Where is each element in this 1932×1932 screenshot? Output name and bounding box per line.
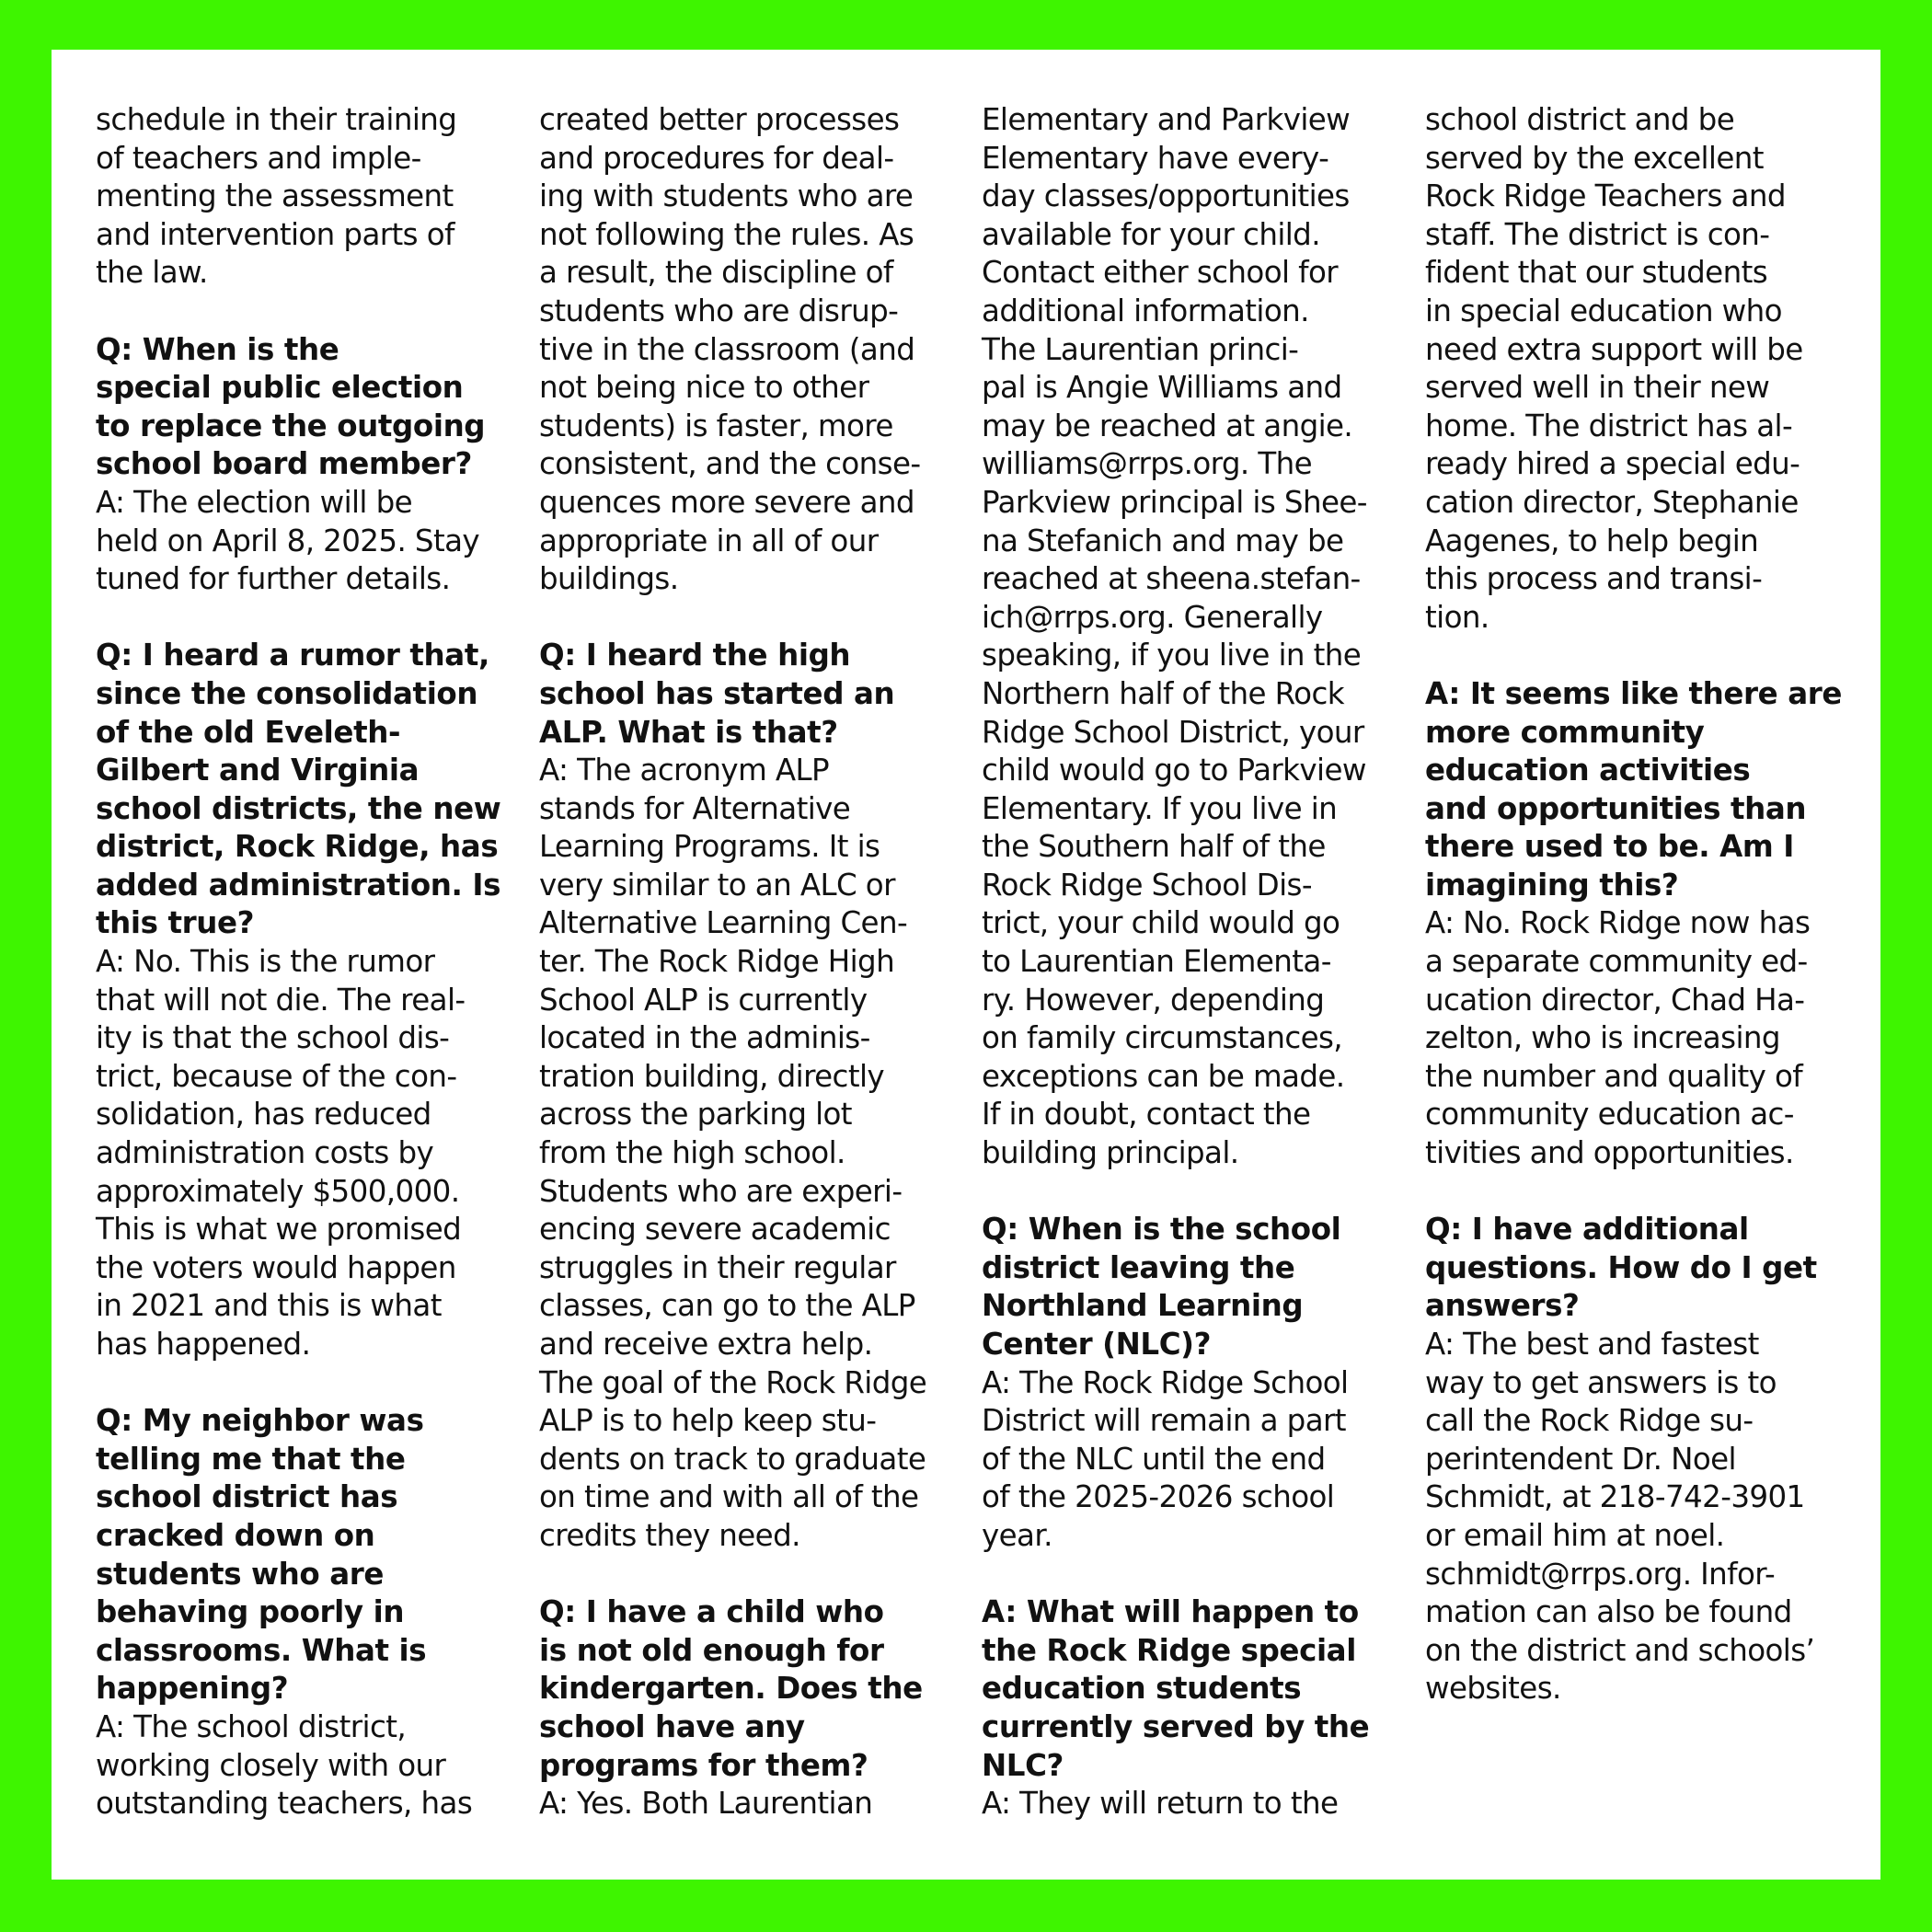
- answer-line: ity is that the school dis-: [96, 1020, 450, 1056]
- text-line: students) is faster, more: [539, 408, 893, 443]
- answer-line: A: No. Rock Ridge now has: [1425, 905, 1811, 941]
- answer-line: of the NLC until the end: [982, 1441, 1326, 1477]
- answer-line: in 2021 and this is what: [96, 1288, 442, 1324]
- text-line: and intervention parts of: [96, 216, 454, 252]
- question-line: Center (NLC)?: [982, 1327, 1212, 1362]
- question-line: there used to be. Am I: [1425, 829, 1794, 865]
- question-line: special public election: [96, 370, 464, 406]
- qa-item: [96, 1402, 528, 1823]
- question-heading: [1425, 1211, 1857, 1326]
- qa-item: [982, 1211, 1414, 1555]
- answer-line: and receive extra help.: [539, 1327, 873, 1362]
- continued-answer-paragraph: [982, 101, 1414, 1173]
- question-line: kindergarten. Does the: [539, 1671, 923, 1707]
- answer-line: A: Yes. Both Laurentian: [539, 1786, 873, 1822]
- question-line: classrooms. What is: [96, 1632, 427, 1668]
- answer-line: across the parking lot: [539, 1097, 852, 1133]
- question-line: of the old Eveleth-: [96, 714, 401, 750]
- question-line: school board member?: [96, 446, 472, 482]
- text-line: may be reached at angie.: [982, 408, 1353, 443]
- text-line: menting the assessment: [96, 178, 454, 214]
- answer-line: Schmidt, at 218-742-3901: [1425, 1479, 1805, 1515]
- question-line: district leaving the: [982, 1249, 1295, 1285]
- text-line: Elementary have every-: [982, 140, 1329, 176]
- question-line: Gilbert and Virginia: [96, 753, 420, 788]
- question-line: is not old enough for: [539, 1632, 884, 1668]
- answer-line: that will not die. The real-: [96, 982, 466, 1018]
- text-line: If in doubt, contact the: [982, 1097, 1311, 1133]
- question-line: and opportunities than: [1425, 790, 1807, 826]
- answer-line: schmidt@rrps.org. Infor-: [1425, 1556, 1776, 1592]
- answer-text: [1425, 904, 1857, 1172]
- text-line: ready hired a special edu-: [1425, 446, 1800, 482]
- answer-line: websites.: [1425, 1671, 1561, 1707]
- text-line: day classes/opportunities: [982, 178, 1350, 214]
- text-line: to Laurentian Elementa-: [982, 944, 1331, 980]
- question-heading: [1425, 675, 1857, 905]
- answer-text: [982, 1364, 1414, 1556]
- answer-line: A: No. This is the rumor: [96, 944, 435, 980]
- answer-line: the voters would happen: [96, 1249, 456, 1285]
- text-line: tion.: [1425, 599, 1489, 635]
- answer-line: trict, because of the con-: [96, 1058, 457, 1094]
- answer-line: from the high school.: [539, 1135, 845, 1171]
- answer-line: of the 2025-2026 school: [982, 1479, 1335, 1515]
- question-line: Q: My neighbor was: [96, 1403, 424, 1439]
- answer-line: working closely with our: [96, 1747, 446, 1783]
- answer-line: community education ac-: [1425, 1097, 1794, 1133]
- question-line: education activities: [1425, 753, 1751, 788]
- text-line: a result, the discipline of: [539, 255, 893, 291]
- text-line: Ridge School District, your: [982, 714, 1364, 750]
- text-line: Rock Ridge Teachers and: [1425, 178, 1786, 214]
- question-heading: [539, 637, 972, 752]
- text-line: of teachers and imple-: [96, 140, 421, 176]
- column-1: [96, 101, 528, 1861]
- text-line: child would go to Parkview: [982, 753, 1366, 788]
- text-line: Elementary and Parkview: [982, 102, 1351, 137]
- text-line: ry. However, depending: [982, 982, 1325, 1018]
- answer-line: has happened.: [96, 1327, 311, 1362]
- question-line: education students: [982, 1671, 1302, 1707]
- qa-item: [539, 1593, 972, 1823]
- answer-line: dents on track to graduate: [539, 1441, 926, 1477]
- answer-text: [96, 484, 528, 599]
- answer-line: outstanding teachers, has: [96, 1786, 473, 1822]
- question-line: Q: I have a child who: [539, 1594, 884, 1630]
- question-line: to replace the outgoing: [96, 408, 486, 443]
- text-line: The Laurentian princi-: [982, 331, 1299, 367]
- question-line: Q: When is the school: [982, 1212, 1341, 1248]
- answer-line: A: The best and fastest: [1425, 1327, 1759, 1362]
- answer-line: located in the adminis-: [539, 1020, 870, 1056]
- qa-item: [539, 637, 972, 1555]
- answer-text: [539, 752, 972, 1555]
- text-line: this process and transi-: [1425, 561, 1763, 597]
- answer-line: a separate community ed-: [1425, 944, 1808, 980]
- question-line: cracked down on: [96, 1517, 375, 1553]
- question-line: Q: When is the: [96, 331, 339, 367]
- text-line: exceptions can be made.: [982, 1058, 1345, 1094]
- question-line: answers?: [1425, 1288, 1580, 1324]
- answer-text: [1425, 1326, 1857, 1708]
- text-line: ich@rrps.org. Generally: [982, 599, 1323, 635]
- text-line: served by the excellent: [1425, 140, 1764, 176]
- question-line: Q: I heard the high: [539, 638, 851, 673]
- text-line: staff. The district is con-: [1425, 216, 1770, 252]
- answer-line: on time and with all of the: [539, 1479, 919, 1515]
- continued-answer-paragraph: [1425, 101, 1857, 637]
- text-line: not following the rules. As: [539, 216, 914, 252]
- qa-item: [982, 1593, 1414, 1823]
- text-line: need extra support will be: [1425, 331, 1803, 367]
- answer-line: tration building, directly: [539, 1058, 885, 1094]
- answer-line: A: The school district,: [96, 1708, 407, 1744]
- column-2: [539, 101, 972, 1861]
- question-heading: [96, 1402, 528, 1708]
- text-line: consistent, and the conse-: [539, 446, 921, 482]
- answer-line: on the district and schools’: [1425, 1632, 1815, 1668]
- answer-line: A: They will return to the: [982, 1786, 1339, 1822]
- question-line: A: What will happen to: [982, 1594, 1359, 1630]
- answer-line: Students who are experi-: [539, 1173, 903, 1209]
- text-line: ing with students who are: [539, 178, 914, 214]
- answer-line: School ALP is currently: [539, 982, 868, 1018]
- question-heading: [96, 331, 528, 484]
- answer-line: A: The acronym ALP: [539, 753, 829, 788]
- text-line: fident that our students: [1425, 255, 1768, 291]
- text-line: reached at sheena.stefan-: [982, 561, 1361, 597]
- text-line: Contact either school for: [982, 255, 1339, 291]
- answer-line: tuned for further details.: [96, 561, 451, 597]
- answer-line: Learning Programs. It is: [539, 829, 880, 865]
- text-line: school district and be: [1425, 102, 1735, 137]
- text-line: the law.: [96, 255, 208, 291]
- answer-line: zelton, who is increasing: [1425, 1020, 1780, 1056]
- answer-line: encing severe academic: [539, 1212, 891, 1248]
- question-line: NLC?: [982, 1747, 1064, 1783]
- column-3: [982, 101, 1414, 1861]
- text-line: and procedures for deal-: [539, 140, 894, 176]
- answer-line: District will remain a part: [982, 1403, 1346, 1439]
- answer-line: ter. The Rock Ridge High: [539, 944, 895, 980]
- question-line: Northland Learning: [982, 1288, 1304, 1324]
- text-line: building principal.: [982, 1135, 1239, 1171]
- question-line: students who are: [96, 1556, 385, 1592]
- question-line: behaving poorly in: [96, 1594, 405, 1630]
- answer-text: [1425, 101, 1857, 637]
- question-line: currently served by the: [982, 1708, 1370, 1744]
- question-heading: [982, 1593, 1414, 1785]
- text-line: pal is Angie Williams and: [982, 370, 1342, 406]
- text-line: speaking, if you live in the: [982, 638, 1362, 673]
- text-line: students who are disrup-: [539, 293, 899, 328]
- answer-line: the number and quality of: [1425, 1058, 1803, 1094]
- answer-line: or email him at noel.: [1425, 1517, 1725, 1553]
- question-line: programs for them?: [539, 1747, 868, 1783]
- text-line: home. The district has al-: [1425, 408, 1793, 443]
- question-line: telling me that the: [96, 1441, 406, 1477]
- column-4: [1425, 101, 1857, 1747]
- text-line: not being nice to other: [539, 370, 869, 406]
- text-line: additional information.: [982, 293, 1309, 328]
- text-line: na Stefanich and may be: [982, 523, 1344, 558]
- answer-line: call the Rock Ridge su-: [1425, 1403, 1754, 1439]
- answer-text: [96, 101, 528, 293]
- answer-line: The goal of the Rock Ridge: [539, 1364, 927, 1400]
- answer-line: stands for Alternative: [539, 790, 851, 826]
- text-line: Elementary. If you live in: [982, 790, 1338, 826]
- text-line: Rock Ridge School Dis-: [982, 867, 1312, 903]
- answer-text: [982, 101, 1414, 1173]
- answer-line: solidation, has reduced: [96, 1097, 431, 1133]
- question-line: district, Rock Ridge, has: [96, 829, 499, 865]
- newsletter-page: [52, 50, 1880, 1880]
- question-line: ALP. What is that?: [539, 714, 838, 750]
- answer-line: struggles in their regular: [539, 1249, 896, 1285]
- answer-text: [96, 1708, 528, 1823]
- answer-text: [96, 943, 528, 1364]
- answer-line: A: The Rock Ridge School: [982, 1364, 1349, 1400]
- answer-line: held on April 8, 2025. Stay: [96, 523, 480, 558]
- text-line: williams@rrps.org. The: [982, 446, 1312, 482]
- qa-item: [1425, 675, 1857, 1173]
- question-line: school have any: [539, 1708, 805, 1744]
- text-line: trict, your child would go: [982, 905, 1340, 941]
- answer-line: year.: [982, 1517, 1052, 1553]
- question-line: school has started an: [539, 675, 895, 711]
- question-line: this true?: [96, 905, 255, 941]
- answer-line: very similar to an ALC or: [539, 867, 895, 903]
- answer-line: approximately $500,000.: [96, 1173, 460, 1209]
- question-line: the Rock Ridge special: [982, 1632, 1356, 1668]
- question-line: Q: I heard a rumor that,: [96, 638, 489, 673]
- text-line: Aagenes, to help begin: [1425, 523, 1759, 558]
- question-heading: [96, 637, 528, 943]
- question-heading: [539, 1593, 972, 1785]
- answer-text: [982, 1785, 1414, 1823]
- answer-line: mation can also be found: [1425, 1594, 1792, 1630]
- answer-line: A: The election will be: [96, 484, 413, 520]
- question-line: A: It seems like there are: [1425, 675, 1843, 711]
- answer-line: way to get answers is to: [1425, 1364, 1777, 1400]
- answer-line: This is what we promised: [96, 1212, 462, 1248]
- qa-item: [1425, 1211, 1857, 1708]
- continued-answer-paragraph: [96, 101, 528, 293]
- answer-line: tivities and opportunities.: [1425, 1135, 1794, 1171]
- text-line: appropriate in all of our: [539, 523, 879, 558]
- qa-item: [96, 637, 528, 1363]
- question-line: questions. How do I get: [1425, 1249, 1817, 1285]
- question-line: happening?: [96, 1671, 289, 1707]
- question-line: Q: I have additional: [1425, 1212, 1749, 1248]
- answer-text: [539, 101, 972, 599]
- question-line: added administration. Is: [96, 867, 501, 903]
- text-line: Northern half of the Rock: [982, 675, 1344, 711]
- answer-text: [539, 1785, 972, 1823]
- question-line: more community: [1425, 714, 1705, 750]
- text-line: on family circumstances,: [982, 1020, 1343, 1056]
- text-line: Parkview principal is Shee-: [982, 484, 1367, 520]
- text-line: available for your child.: [982, 216, 1320, 252]
- question-heading: [982, 1211, 1414, 1363]
- question-line: since the consolidation: [96, 675, 478, 711]
- answer-line: classes, can go to the ALP: [539, 1288, 915, 1324]
- text-line: schedule in their training: [96, 102, 457, 137]
- question-line: imagining this?: [1425, 867, 1679, 903]
- qa-item: [96, 331, 528, 599]
- text-line: quences more severe and: [539, 484, 914, 520]
- answer-line: ALP is to help keep stu-: [539, 1403, 877, 1439]
- answer-line: perintendent Dr. Noel: [1425, 1441, 1736, 1477]
- answer-line: administration costs by: [96, 1135, 434, 1171]
- continued-answer-paragraph: [539, 101, 972, 599]
- text-line: created better processes: [539, 102, 900, 137]
- answer-line: ucation director, Chad Ha-: [1425, 982, 1805, 1018]
- text-line: the Southern half of the: [982, 829, 1326, 865]
- answer-line: credits they need.: [539, 1517, 800, 1553]
- text-line: served well in their new: [1425, 370, 1770, 406]
- text-line: buildings.: [539, 561, 679, 597]
- text-line: in special education who: [1425, 293, 1782, 328]
- answer-line: Alternative Learning Cen-: [539, 905, 908, 941]
- text-line: tive in the classroom (and: [539, 331, 915, 367]
- question-line: school district has: [96, 1479, 398, 1515]
- question-line: school districts, the new: [96, 790, 501, 826]
- text-line: cation director, Stephanie: [1425, 484, 1799, 520]
